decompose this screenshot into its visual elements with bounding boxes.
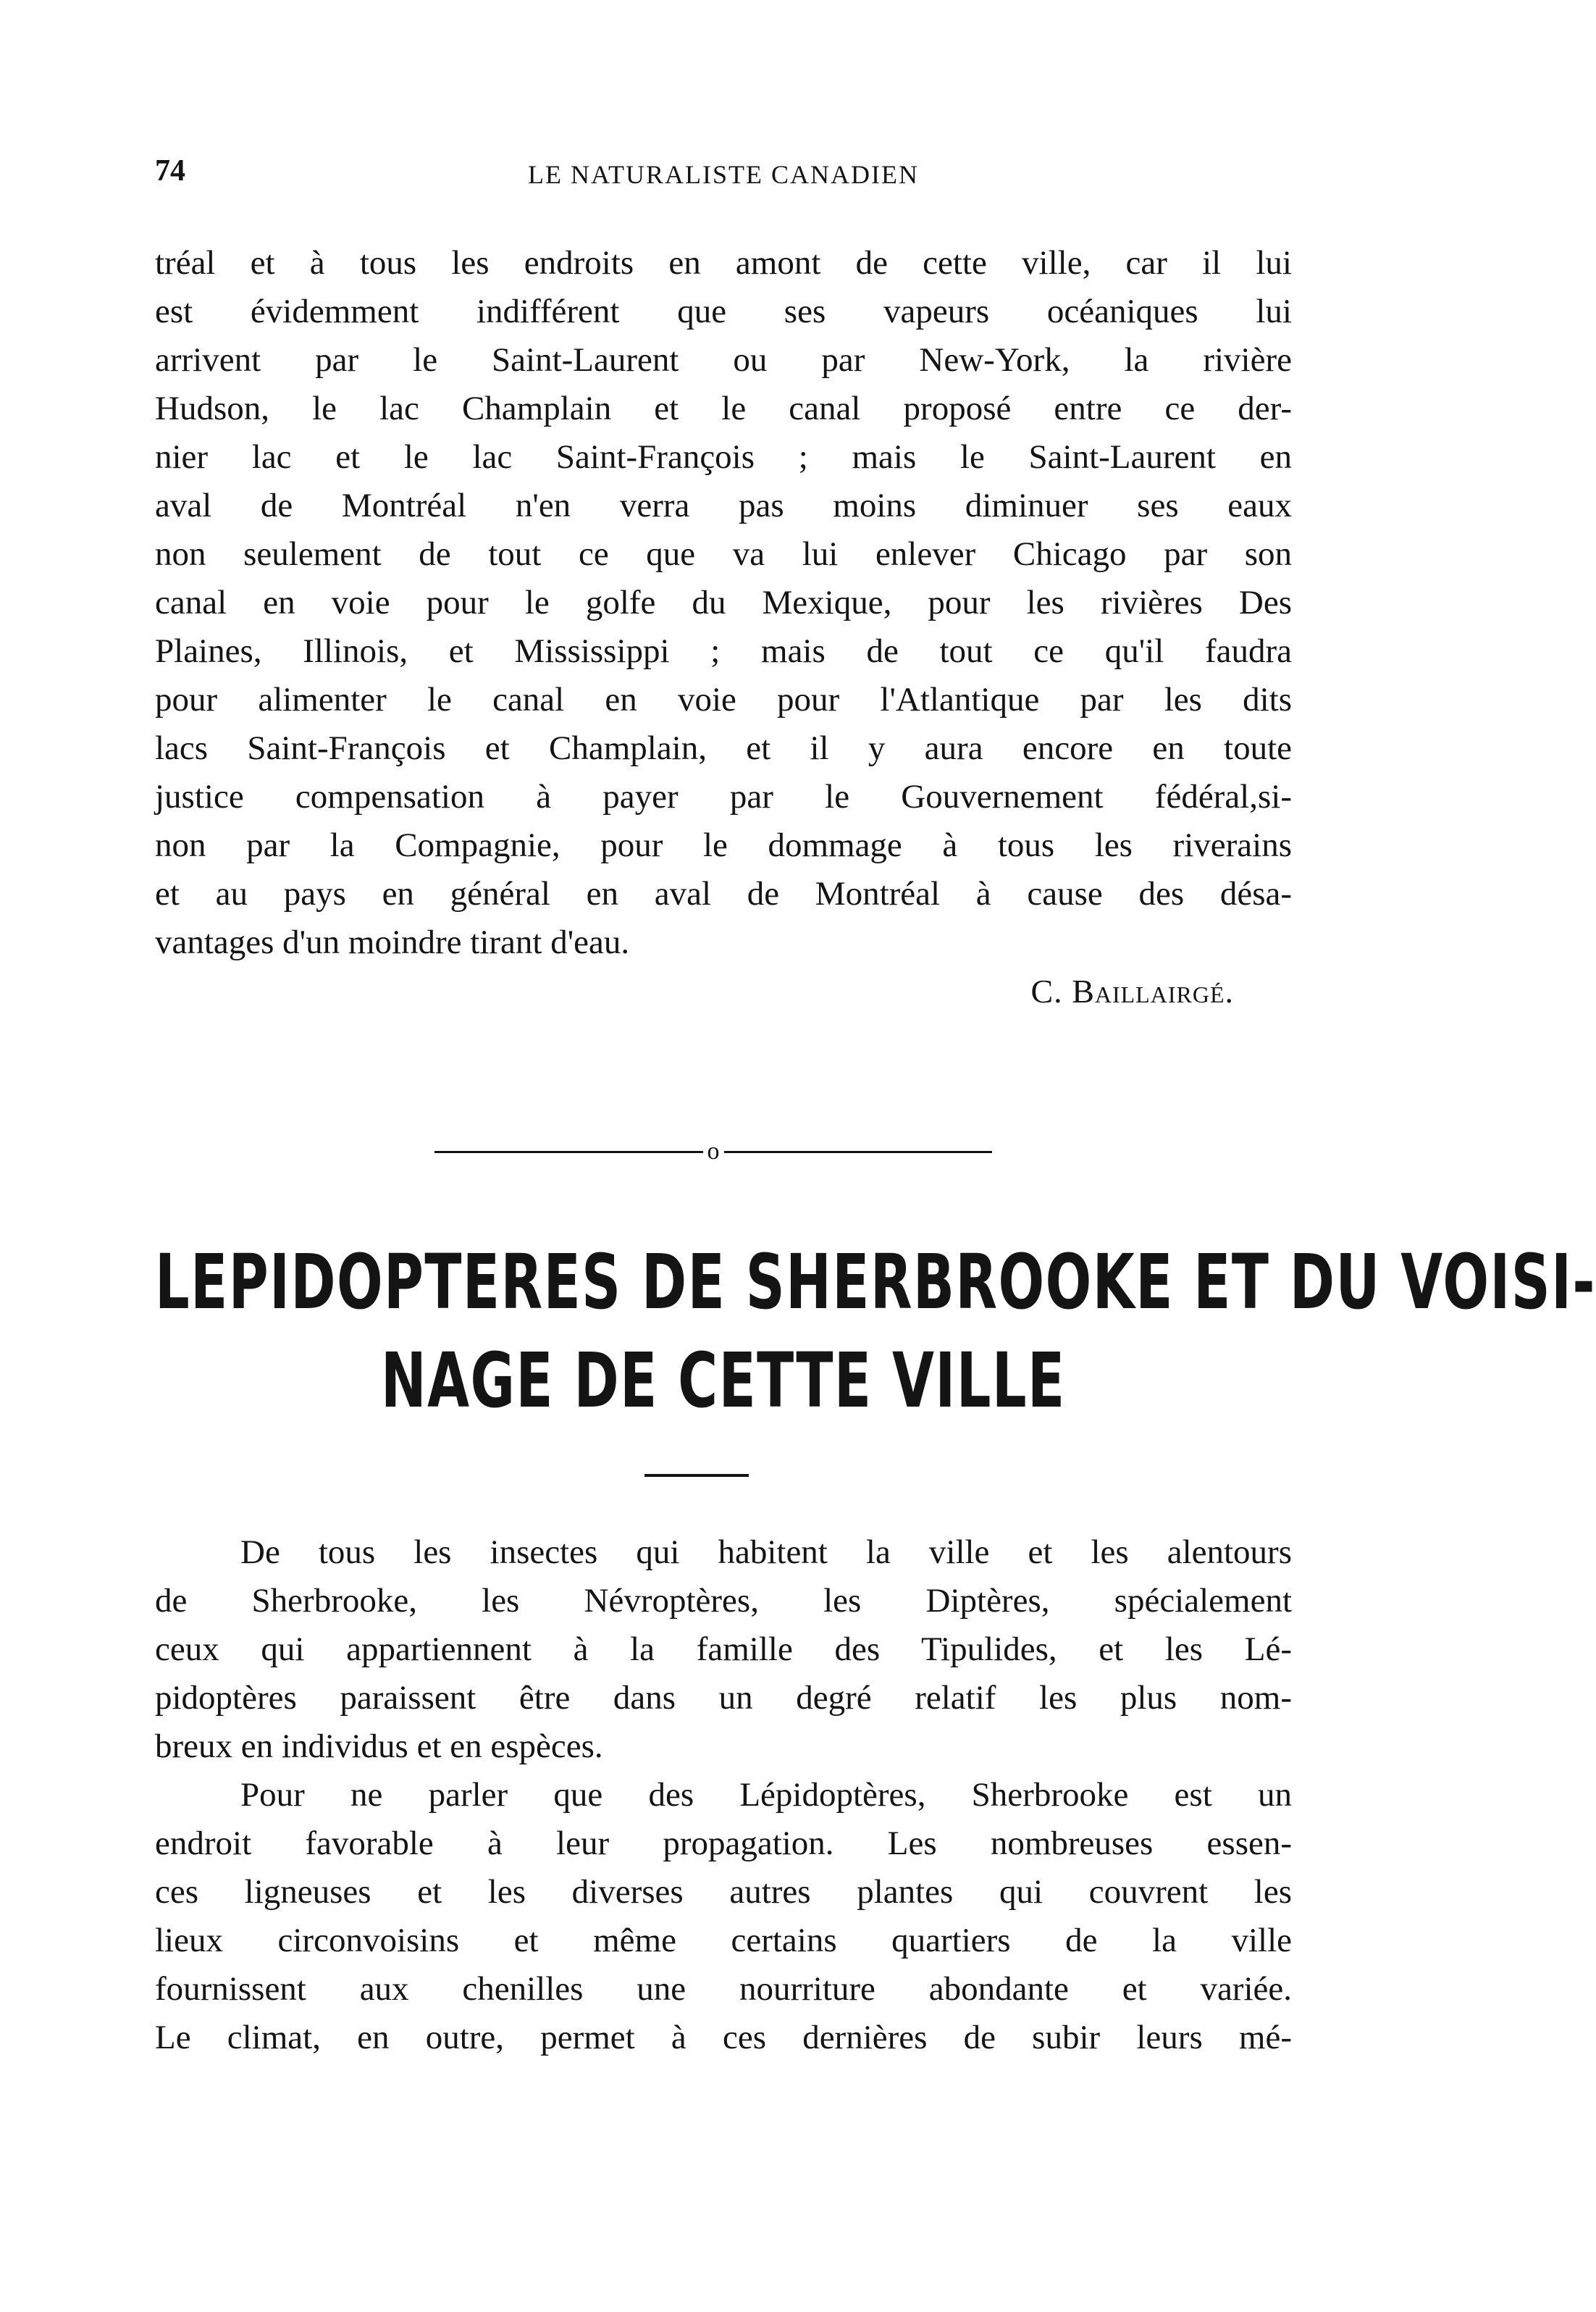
article-title xyxy=(155,1233,1596,1430)
text-line: arrivent par le Saint-Laurent ou par New-York, la rivière xyxy=(155,341,1292,379)
text-line: nier lac et le lac Saint-François ; mais le Saint-Laurent en xyxy=(155,438,1292,476)
previous-article-ending xyxy=(155,239,1292,1015)
new-article-body xyxy=(155,1528,1292,2062)
text-line: justice compensation à payer par le Gouvernement fédéral,si- xyxy=(155,778,1292,816)
text-line: pour alimenter le canal en voie pour l'Atlantique par les dits xyxy=(155,681,1292,719)
text-line: Plaines, Illinois, et Mississippi ; mais de tout ce qu'il faudra xyxy=(155,632,1292,670)
author-signature xyxy=(155,967,1292,1015)
section-separator xyxy=(434,1137,992,1166)
text-line: non par la Compagnie, pour le dommage à tous les riverains xyxy=(155,826,1292,864)
text-line: Pour ne parler que des Lépidoptères, Sherbrooke est un xyxy=(240,1776,1292,1814)
text-line: et au pays en général en aval de Montréal à cause des désa- xyxy=(155,875,1292,913)
text-line: ces ligneuses et les diverses autres plantes qui couvrent les xyxy=(155,1873,1292,1911)
text-line: Le climat, en outre, permet à ces dernières de subir leurs mé- xyxy=(155,2019,1292,2056)
text-line: lacs Saint-François et Champlain, et il y aura encore en toute xyxy=(155,729,1292,767)
text-line: lieux circonvoisins et même certains quartiers de la ville xyxy=(155,1922,1292,1959)
separator-rule-right xyxy=(724,1151,993,1153)
text-line: endroit favorable à leur propagation. Les nombreuses essen- xyxy=(155,1825,1292,1862)
text-line: pidoptères paraissent être dans un degré relatif les plus nom- xyxy=(155,1679,1292,1717)
page-header xyxy=(155,154,1292,197)
article-title-line-1: LEPIDOPTERES DE SHERBROOKE ET DU VOISI- xyxy=(155,1238,1596,1326)
separator-mark: o xyxy=(707,1138,720,1165)
page-number: 74 xyxy=(155,154,185,188)
text-line: tréal et à tous les endroits en amont de cette ville, car il lui xyxy=(155,244,1292,282)
signature-name: Baillairgé. xyxy=(1072,973,1234,1010)
text-line: vantages d'un moindre tirant d'eau. xyxy=(155,923,630,961)
text-line: ceux qui appartiennent à la famille des Tipulides, et les Lé- xyxy=(155,1630,1292,1668)
text-line: aval de Montréal n'en verra pas moins diminuer ses eaux xyxy=(155,487,1292,524)
text-line: breux en individus et en espèces. xyxy=(155,1727,603,1765)
running-title: LE NATURALISTE CANADIEN xyxy=(528,160,919,189)
text-line: De tous les insectes qui habitent la ville et les alentours xyxy=(240,1533,1292,1571)
title-underline-rule xyxy=(644,1474,749,1477)
text-line: Hudson, le lac Champlain et le canal proposé entre ce der- xyxy=(155,390,1292,427)
text-line: canal en voie pour le golfe du Mexique, pour les rivières Des xyxy=(155,584,1292,621)
text-line: est évidemment indifférent que ses vapeurs océaniques lui xyxy=(155,293,1292,330)
text-line: fournissent aux chenilles une nourriture abondante et variée. xyxy=(155,1970,1292,2008)
text-line: de Sherbrooke, les Névroptères, les Diptères, spécialement xyxy=(155,1582,1292,1620)
signature-initial: C. xyxy=(1030,973,1072,1010)
article-title-line-2: NAGE DE CETTE VILLE xyxy=(380,1336,1066,1425)
text-line: non seulement de tout ce que va lui enlever Chicago par son xyxy=(155,535,1292,573)
separator-rule-left xyxy=(434,1151,703,1153)
